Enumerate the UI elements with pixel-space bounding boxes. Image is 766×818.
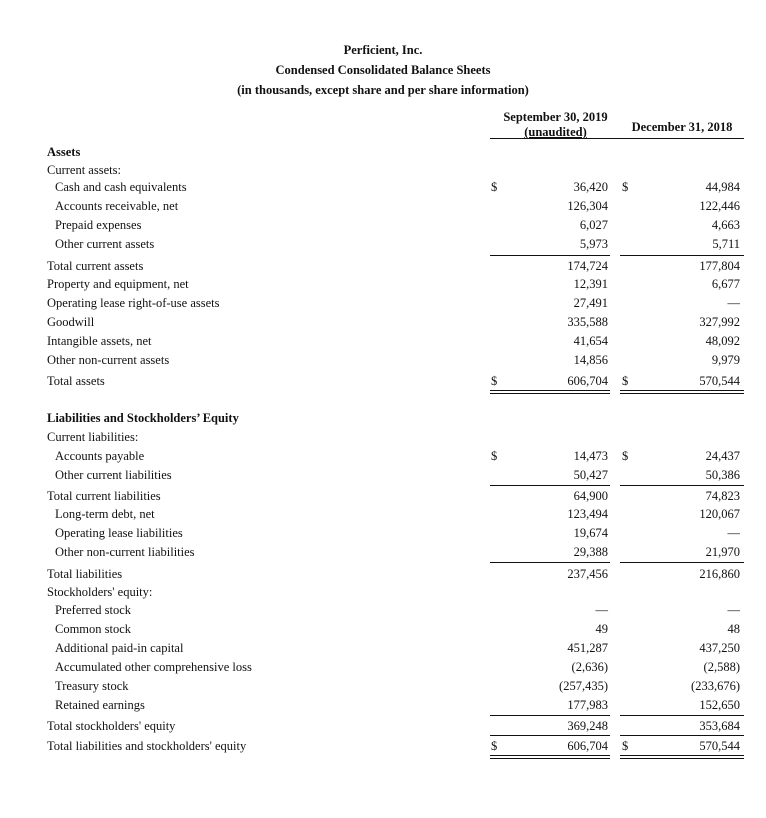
value-dec-2018: 74,823 (705, 489, 740, 503)
value-dec-2018: (2,588) (703, 660, 740, 674)
value-sep-2019: 123,494 (567, 507, 608, 521)
subtotal-rule (490, 485, 610, 486)
row-label: Current assets: (47, 163, 121, 177)
table-row (0, 639, 766, 657)
value-sep-2019: 19,674 (573, 526, 608, 540)
table-row (0, 677, 766, 695)
row-label: Prepaid expenses (55, 218, 142, 232)
row-label: Other current liabilities (55, 468, 172, 482)
table-row (0, 372, 766, 390)
row-label: Stockholders' equity: (47, 585, 153, 599)
value-sep-2019: 5,973 (579, 237, 608, 251)
row-label: Assets (47, 145, 81, 159)
row-label: Total assets (47, 374, 105, 388)
table-row (0, 658, 766, 676)
value-sep-2019: 14,856 (573, 353, 608, 367)
table-row (0, 428, 766, 446)
value-dec-2018: 50,386 (705, 468, 740, 482)
table-row (0, 351, 766, 369)
value-dec-2018: 6,677 (711, 277, 740, 291)
value-dec-2018: 152,650 (699, 698, 740, 712)
value-dec-2018: 177,804 (699, 259, 740, 273)
value-dec-2018: 5,711 (712, 237, 740, 251)
value-sep-2019: (2,636) (571, 660, 608, 674)
value-sep-2019: 6,027 (579, 218, 608, 232)
statement-title: Condensed Consolidated Balance Sheets (275, 63, 491, 77)
currency-symbol: $ (491, 180, 498, 194)
row-label: Goodwill (47, 315, 95, 329)
value-sep-2019: 606,704 (567, 374, 608, 388)
currency-symbol: $ (622, 739, 629, 753)
row-label: Accounts receivable, net (55, 199, 179, 213)
table-row (0, 505, 766, 523)
table-row (0, 466, 766, 484)
table-row (0, 313, 766, 331)
value-sep-2019: 177,983 (567, 698, 608, 712)
total-double-rule (620, 390, 744, 394)
row-label: Operating lease right-of-use assets (47, 296, 220, 310)
subtotal-rule (620, 255, 744, 256)
value-sep-2019: (257,435) (559, 679, 608, 693)
table-row (0, 717, 766, 735)
value-dec-2018: — (727, 296, 740, 310)
row-label: Accumulated other comprehensive loss (55, 660, 252, 674)
row-label: Total stockholders' equity (47, 719, 176, 733)
table-row (0, 161, 766, 179)
table-row (0, 143, 766, 161)
subtotal-rule (490, 255, 610, 256)
row-label: Other current assets (55, 237, 155, 251)
table-row (0, 216, 766, 234)
value-dec-2018: — (727, 526, 740, 540)
column-header-sep-2019-date: September 30, 2019 (503, 110, 608, 124)
table-row (0, 737, 766, 755)
value-dec-2018: 120,067 (699, 507, 740, 521)
value-dec-2018: 122,446 (699, 199, 740, 213)
row-label: Preferred stock (55, 603, 132, 617)
value-dec-2018: 4,663 (711, 218, 740, 232)
row-label: Treasury stock (55, 679, 129, 693)
value-sep-2019: 41,654 (573, 334, 608, 348)
value-dec-2018: 9,979 (711, 353, 740, 367)
row-label: Liabilities and Stockholders’ Equity (47, 411, 239, 425)
row-label: Total liabilities and stockholders' equity (47, 739, 247, 753)
table-row (0, 257, 766, 275)
subtotal-rule (620, 485, 744, 486)
currency-symbol: $ (622, 180, 629, 194)
value-sep-2019: 12,391 (573, 277, 608, 291)
row-label: Total liabilities (47, 567, 123, 581)
value-sep-2019: 335,588 (567, 315, 608, 329)
value-sep-2019: 369,248 (567, 719, 608, 733)
value-dec-2018: 44,984 (705, 180, 740, 194)
value-sep-2019: 49 (595, 622, 608, 636)
row-label: Retained earnings (55, 698, 145, 712)
header-underline (490, 138, 744, 139)
row-label: Long-term debt, net (55, 507, 155, 521)
table-row (0, 197, 766, 215)
value-dec-2018: 48 (727, 622, 740, 636)
value-sep-2019: 451,287 (567, 641, 608, 655)
value-dec-2018: 327,992 (699, 315, 740, 329)
column-header-unaudited: (unaudited) (524, 125, 587, 139)
total-double-rule (620, 755, 744, 759)
subtotal-rule (620, 735, 744, 736)
subtotal-rule (490, 715, 610, 716)
row-label: Other non-current assets (47, 353, 170, 367)
value-sep-2019: 36,420 (573, 180, 608, 194)
row-label: Other non-current liabilities (55, 545, 195, 559)
value-dec-2018: 24,437 (705, 449, 740, 463)
subtotal-rule (620, 715, 744, 716)
table-row (0, 601, 766, 619)
row-label: Total current assets (47, 259, 144, 273)
value-sep-2019: 27,491 (573, 296, 608, 310)
row-label: Accounts payable (55, 449, 145, 463)
value-sep-2019: 126,304 (567, 199, 608, 213)
value-dec-2018: 21,970 (705, 545, 740, 559)
table-row (0, 583, 766, 601)
subtotal-rule (490, 562, 610, 563)
statement-subtitle: (in thousands, except share and per share information) (237, 83, 529, 97)
row-label: Property and equipment, net (47, 277, 189, 291)
value-sep-2019: 29,388 (573, 545, 608, 559)
value-sep-2019: 237,456 (567, 567, 608, 581)
table-row (0, 543, 766, 561)
row-label: Additional paid-in capital (55, 641, 184, 655)
table-row (0, 620, 766, 638)
value-dec-2018: 570,544 (699, 739, 740, 753)
currency-symbol: $ (491, 739, 498, 753)
value-sep-2019: 64,900 (573, 489, 608, 503)
table-row (0, 487, 766, 505)
currency-symbol: $ (491, 449, 498, 463)
row-label: Common stock (55, 622, 132, 636)
value-dec-2018: 437,250 (699, 641, 740, 655)
table-row (0, 178, 766, 196)
value-dec-2018: (233,676) (691, 679, 740, 693)
value-sep-2019: 50,427 (573, 468, 608, 482)
subtotal-rule (620, 562, 744, 563)
table-row (0, 275, 766, 293)
value-sep-2019: 14,473 (573, 449, 608, 463)
value-dec-2018: 353,684 (699, 719, 740, 733)
currency-symbol: $ (622, 449, 629, 463)
column-header-dec-2018: December 31, 2018 (631, 120, 733, 134)
total-double-rule (490, 390, 610, 394)
value-sep-2019: 174,724 (567, 259, 608, 273)
value-sep-2019: — (595, 603, 608, 617)
table-row (0, 696, 766, 714)
value-dec-2018: 216,860 (699, 567, 740, 581)
table-row (0, 332, 766, 350)
value-dec-2018: 48,092 (705, 334, 740, 348)
table-row (0, 235, 766, 253)
row-label: Total current liabilities (47, 489, 161, 503)
table-row (0, 447, 766, 465)
row-label: Intangible assets, net (47, 334, 152, 348)
table-row (0, 524, 766, 542)
currency-symbol: $ (491, 374, 498, 388)
subtotal-rule (490, 735, 610, 736)
value-dec-2018: — (727, 603, 740, 617)
row-label: Current liabilities: (47, 430, 139, 444)
row-label: Cash and cash equivalents (55, 180, 187, 194)
row-label: Operating lease liabilities (55, 526, 183, 540)
total-double-rule (490, 755, 610, 759)
table-row (0, 294, 766, 312)
company-name: Perficient, Inc. (343, 43, 423, 57)
value-sep-2019: 606,704 (567, 739, 608, 753)
currency-symbol: $ (622, 374, 629, 388)
table-row (0, 565, 766, 583)
table-row (0, 409, 766, 427)
value-dec-2018: 570,544 (699, 374, 740, 388)
column-header-sep-2019 (488, 110, 623, 140)
